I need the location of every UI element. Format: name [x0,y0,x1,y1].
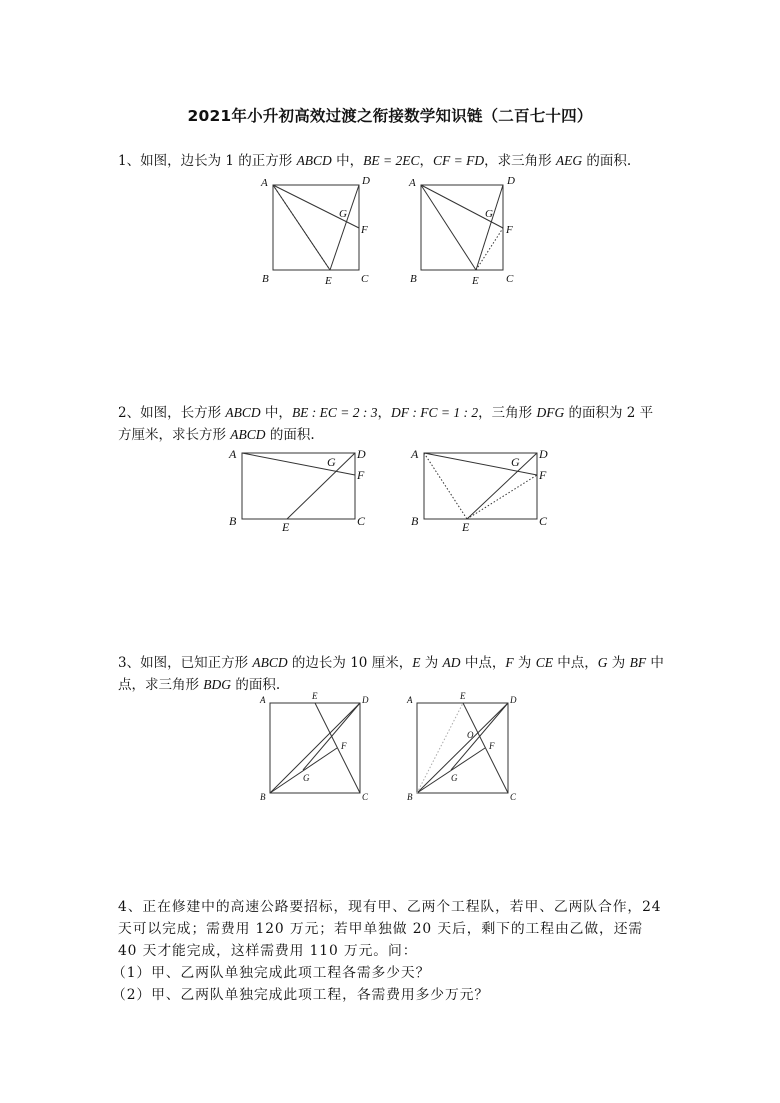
label-a: A [261,177,268,189]
q1-math: CF = FD [432,153,485,168]
label-a: A [229,447,237,461]
label-f: F [506,224,513,236]
label-f: F [357,468,365,482]
q1-text: ，求三角形 [484,153,556,169]
square-abcd [421,185,503,270]
q3-text: 的面积. [231,677,281,693]
q3-text: 的边长为 10 厘米， [287,655,413,671]
label-c: C [510,792,517,802]
q2-text: 的面积为 2 平方厘米，求长方形 [118,405,654,443]
q3-figure-right [403,690,528,805]
segment-bf [270,748,337,793]
q3-sep: 、 [126,655,141,671]
segment-ae-dotted [424,453,467,519]
q1-math: AEG [555,153,583,168]
question-3 [118,652,666,696]
q4-text: 正在修建中的高速公路要招标，现有甲、乙两个工程队，若甲、乙两队合作，24 天可以完成；需费用 120 万元；若甲单独做 20 天后，剩下的工程由乙做，还需 40 天才能完成，这样需费用 110 万元。问： [118,899,662,959]
label-b: B [229,514,237,528]
q2-text: 的面积. [265,427,315,443]
label-f: F [539,468,547,482]
rectangle-abcd [424,453,537,519]
q1-figure-right [403,173,528,288]
label-e: E [312,691,318,701]
segment-bd [270,703,360,793]
label-c: C [539,514,548,528]
q1-figure-left [255,173,380,288]
segment-ae [421,185,476,270]
segment-bf [417,748,485,793]
q2-math: ABCD [230,427,266,442]
q1-text: 的面积. [582,153,632,169]
label-f: F [489,741,495,751]
page-title: 2021年小升初高效过渡之衔接数学知识链（二百七十四） [187,107,593,125]
label-g: G [451,773,458,783]
segment-ef-dotted [467,475,537,519]
label-g: G [303,773,310,783]
q2-sep: 、 [126,405,141,421]
square-abcd [273,185,359,270]
question-2 [118,402,666,446]
q3-text: 中点， [460,655,506,671]
label-a: A [407,695,413,705]
label-f: F [341,741,347,751]
q3-text: 为 [607,655,630,671]
q2-text: 中， [260,405,292,421]
label-d: D [510,695,517,705]
q3-math: ABCD [252,655,288,670]
label-e: E [472,275,479,287]
q2-number: 2 [118,405,127,421]
segment-ed [287,453,355,519]
label-b: B [411,514,419,528]
q4-sub-1: （1）甲、乙两队单独完成此项工程各需多少天？ [112,965,431,981]
label-b: B [407,792,413,802]
q3-math: G [597,655,608,670]
q3-figure-left [255,690,380,805]
segment-af [424,453,537,475]
segment-af [242,453,355,475]
label-a: A [409,177,416,189]
label-a: A [411,447,419,461]
label-e: E [460,691,466,701]
segment-ed [476,185,503,270]
q1-math: ABCD [296,153,332,168]
rectangle-abcd [242,453,355,519]
q2-text: 如图，长方形 [140,405,226,421]
q3-math: F [505,655,514,670]
q1-math: BE = 2EC [363,153,420,168]
q3-text: 为 [420,655,443,671]
label-c: C [361,273,369,285]
q4-number: 4 [118,899,128,915]
label-o: O [467,730,474,740]
q2-text: ， [377,405,392,421]
q1-text: 如图，边长为 1 的正方形 [140,153,297,169]
q2-math: DF : FC = 1 : 2 [391,405,479,420]
label-d: D [507,175,515,187]
label-g: G [485,208,493,220]
segment-af [421,185,503,228]
q3-number: 3 [118,655,127,671]
label-e: E [462,520,470,534]
q2-math: ABCD [225,405,261,420]
label-c: C [362,792,369,802]
q3-math: AD [442,655,461,670]
label-e: E [325,275,332,287]
label-c: C [357,514,366,528]
label-g: G [327,455,336,469]
segment-de [330,185,359,270]
q3-math: CE [535,655,553,670]
label-d: D [539,447,548,461]
q2-math: DFG [536,405,565,420]
label-a: A [260,695,266,705]
label-b: B [262,273,269,285]
q4-body [118,896,666,962]
q4-sub-2: （2）甲、乙两队单独完成此项工程，各需费用多少万元？ [112,987,490,1003]
q2-figure-right [405,443,565,538]
label-b: B [260,792,266,802]
q2-figure-left [225,443,385,538]
q1-text: ， [419,153,433,169]
q1-number: 1 [118,153,127,169]
question-4 [112,896,666,1006]
label-g: G [339,208,347,220]
q3-math: E [412,655,421,670]
label-g: G [511,455,520,469]
label-b: B [410,273,417,285]
label-f: F [361,224,368,236]
q3-math: BF [629,655,647,670]
label-c: C [506,273,514,285]
q3-math: BDG [203,677,232,692]
label-d: D [362,695,369,705]
segment-ef-dotted [476,228,503,270]
segment-ed [467,453,537,519]
q1-sep: 、 [126,153,141,169]
q3-text: 为 [513,655,536,671]
q3-text: 中点，求三角形 [118,655,664,693]
q4-sep: 、 [127,899,143,915]
label-e: E [282,520,290,534]
segment-dg [451,703,508,770]
q2-text: ，三角形 [478,405,537,421]
q3-text: 中点， [552,655,598,671]
q2-math: BE : EC = 2 : 3 [291,405,378,420]
q3-text: 如图，已知正方形 [140,655,253,671]
segment-dg [303,703,360,770]
label-d: D [357,447,366,461]
question-1 [118,150,666,172]
label-d: D [362,175,370,187]
q1-text: 中， [331,153,364,169]
